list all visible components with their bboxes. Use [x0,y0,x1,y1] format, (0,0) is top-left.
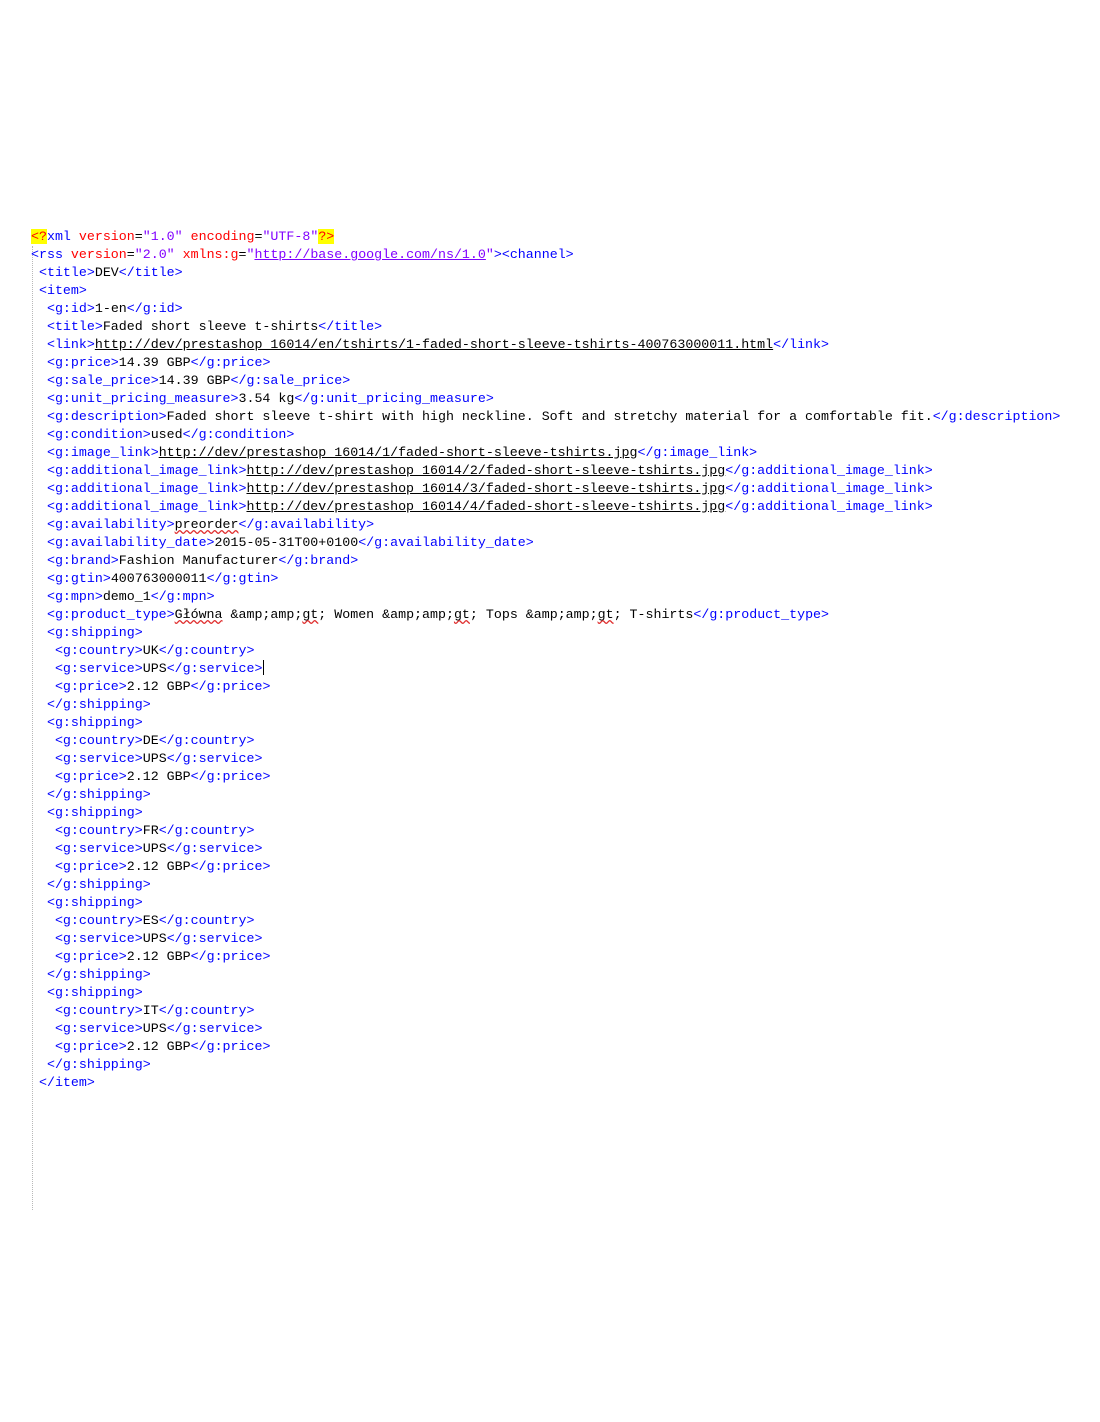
code-line[interactable] [31,1074,1100,1092]
code-line[interactable] [31,624,1100,642]
code-line[interactable] [31,876,1100,894]
code-token: </item> [38,1075,95,1090]
code-token: </g:price> [190,355,271,370]
code-line[interactable] [31,1056,1100,1074]
code-token: <g:country> [54,733,143,748]
line-indent [31,859,55,874]
code-token: </g:country> [158,643,255,658]
code-token [175,247,183,262]
code-token: <g:service> [54,931,143,946]
code-token: <g:additional_image_link> [46,481,247,496]
code-token: <g:sale_price> [46,373,159,388]
line-indent [31,841,55,856]
code-line[interactable] [31,822,1100,840]
code-token: </g:price> [190,679,271,694]
code-token: <g:product_type> [46,607,175,622]
line-indent [31,931,55,946]
line-indent [31,607,47,622]
code-line[interactable] [31,966,1100,984]
line-indent [31,355,47,370]
code-token: <title> [38,265,95,280]
code-token: 2.12 GBP [126,949,191,964]
code-line[interactable] [31,1002,1100,1020]
line-indent [31,553,47,568]
code-token: UPS [142,841,167,856]
code-line[interactable] [31,426,1100,444]
code-token: <item> [38,283,87,298]
code-token: <g:shipping> [46,805,143,820]
code-token: " [246,247,255,262]
code-token: </g:sale_price> [230,373,351,388]
line-indent [31,1021,55,1036]
code-line[interactable] [31,894,1100,912]
code-token: 14.39 GBP [158,373,231,388]
code-token: </link> [773,337,829,352]
code-token: <g:id> [46,301,95,316]
code-token: Główna [174,607,223,622]
code-token: 14.39 GBP [118,355,191,370]
code-token: xml [46,229,79,244]
code-token: used [150,427,183,442]
code-token: ; Women &amp;amp; [318,607,454,622]
code-token: </g:availability_date> [358,535,534,550]
code-area[interactable] [31,228,1100,1092]
code-token: </g:brand> [278,553,359,568]
code-token: </g:country> [158,823,255,838]
code-token: <rss [31,247,71,262]
code-token: version [78,229,135,244]
code-token: <g:brand> [46,553,119,568]
code-token: UPS [142,661,167,676]
code-token: </g:service> [166,931,263,946]
code-token: </g:shipping> [46,1057,151,1072]
line-indent [31,895,47,910]
code-token: </g:shipping> [46,877,151,892]
code-line[interactable] [31,858,1100,876]
code-token: </g:additional_image_link> [725,499,933,514]
line-indent [31,715,47,730]
line-indent [31,787,47,802]
line-indent [31,481,47,496]
code-token: ><channel> [493,247,574,262]
code-token: = [126,247,135,262]
code-token: <g:service> [54,751,143,766]
code-line[interactable] [31,642,1100,660]
code-line[interactable] [31,948,1100,966]
code-line[interactable] [31,678,1100,696]
line-indent [31,967,47,982]
code-token: <g:unit_pricing_measure> [46,391,239,406]
code-token: 3.54 kg [238,391,295,406]
code-token: FR [142,823,159,838]
line-indent [31,1039,55,1054]
code-line[interactable] [31,318,1100,336]
line-indent [31,337,47,352]
code-token: </g:shipping> [46,967,151,982]
code-token: http://dev/prestashop_16014/2/faded-short-sleeve-tshirts.jpg [246,463,726,478]
code-token: http://base.google.com/ns/1.0 [254,247,486,262]
code-line[interactable] [31,282,1100,300]
code-token [183,229,191,244]
code-token: Faded short sleeve t-shirt with high neckline. Soft and stretchy material for a comfortable fit. [166,409,933,424]
line-indent [31,301,47,316]
code-token: <g:price> [54,679,127,694]
code-token: <g:country> [54,1003,143,1018]
code-token: <g:condition> [46,427,151,442]
code-token: DEV [94,265,119,280]
line-indent [31,427,47,442]
code-token: </g:additional_image_link> [725,481,933,496]
code-line[interactable] [31,552,1100,570]
code-token: "2.0" [134,247,175,262]
code-token: <g:shipping> [46,985,143,1000]
code-token: ?> [318,229,335,244]
code-token: "1.0" [142,229,183,244]
code-token: </g:id> [126,301,183,316]
code-token: xmlns:g [182,247,239,262]
code-token: <g:shipping> [46,895,143,910]
code-token: 400763000011 [110,571,207,586]
code-token: </g:gtin> [206,571,279,586]
code-token: UK [142,643,159,658]
line-indent [31,643,55,658]
code-line[interactable] [31,588,1100,606]
code-line[interactable] [31,336,1100,354]
code-line[interactable] [31,750,1100,768]
line-indent [31,625,47,640]
line-indent [31,949,55,964]
code-line[interactable] [31,714,1100,732]
code-line[interactable] [31,462,1100,480]
line-indent [31,805,47,820]
code-line[interactable] [31,264,1100,282]
code-token: <g:shipping> [46,715,143,730]
code-line[interactable] [31,786,1100,804]
line-indent [31,679,55,694]
code-token: </g:product_type> [693,607,830,622]
code-token: preorder [174,517,239,532]
code-token: </g:condition> [182,427,295,442]
code-token: <g:service> [54,661,143,676]
line-indent [31,409,47,424]
code-token: IT [142,1003,159,1018]
code-line[interactable] [31,570,1100,588]
code-token: http://dev/prestashop_16014/1/faded-short-sleeve-tshirts.jpg [158,445,638,460]
line-indent [31,661,55,676]
code-token: &amp;amp; [222,607,303,622]
code-token: demo_1 [102,589,151,604]
line-indent [31,283,39,298]
line-indent [31,445,47,460]
line-indent [31,391,47,406]
code-line[interactable] [31,480,1100,498]
code-line[interactable] [31,984,1100,1002]
code-line[interactable] [31,696,1100,714]
line-indent [31,535,47,550]
code-token: ES [142,913,159,928]
code-token: </g:price> [190,859,271,874]
code-line[interactable] [31,1020,1100,1038]
code-token: </g:unit_pricing_measure> [294,391,494,406]
code-token: DE [142,733,159,748]
code-token: <g:gtin> [46,571,111,586]
code-token: <g:availability_date> [46,535,215,550]
text-cursor [263,660,264,675]
code-token: <g:price> [54,859,127,874]
code-line[interactable] [31,840,1100,858]
code-line[interactable] [31,408,1100,426]
code-token: ; Tops &amp;amp; [469,607,598,622]
line-indent [31,697,47,712]
code-token: <link> [46,337,95,352]
code-token: Faded short sleeve t-shirts [102,319,319,334]
code-token: UPS [142,931,167,946]
code-line[interactable] [31,372,1100,390]
code-token: </g:mpn> [150,589,215,604]
line-indent [31,463,47,478]
code-token: <g:country> [54,643,143,658]
code-line[interactable] [31,516,1100,534]
code-line[interactable] [31,246,1100,264]
code-token: <g:price> [54,1039,127,1054]
line-indent [31,877,47,892]
code-line[interactable] [31,390,1100,408]
code-token: <g:price> [46,355,119,370]
code-token: 2.12 GBP [126,679,191,694]
code-token: <title> [46,319,103,334]
code-token: </g:shipping> [46,697,151,712]
code-token: <g:service> [54,1021,143,1036]
code-token: UPS [142,751,167,766]
code-token: Fashion Manufacturer [118,553,279,568]
code-token: </g:price> [190,1039,271,1054]
code-token: <g:country> [54,913,143,928]
code-token: </g:country> [158,913,255,928]
code-token: </g:service> [166,1021,263,1036]
line-indent [31,1075,39,1090]
code-token: </g:price> [190,949,271,964]
line-indent [31,1057,47,1072]
code-line[interactable] [31,354,1100,372]
code-token: </g:description> [932,409,1061,424]
code-token: <g:additional_image_link> [46,463,247,478]
code-token: http://dev/prestashop_16014/3/faded-short-sleeve-tshirts.jpg [246,481,726,496]
line-indent [31,589,47,604]
code-token: </g:price> [190,769,271,784]
code-token: </g:country> [158,733,255,748]
code-token: </title> [318,319,383,334]
code-token: gt [597,607,614,622]
code-token: </g:shipping> [46,787,151,802]
code-line[interactable] [31,498,1100,516]
line-indent [31,823,55,838]
line-indent [31,373,47,388]
code-token: = [134,229,143,244]
code-token: 2015-05-31T00+0100 [214,535,359,550]
code-line[interactable] [31,732,1100,750]
code-token: 2.12 GBP [126,1039,191,1054]
code-token: <g:additional_image_link> [46,499,247,514]
line-indent [31,1003,55,1018]
code-token: 2.12 GBP [126,769,191,784]
code-token: </g:service> [166,841,263,856]
code-token: </g:country> [158,1003,255,1018]
code-token: </g:availability> [238,517,375,532]
code-token: http://dev/prestashop_16014/en/tshirts/1-faded-short-sleeve-tshirts-400763000011.html [94,337,774,352]
code-token: <g:availability> [46,517,175,532]
code-token: <g:service> [54,841,143,856]
code-token: </g:image_link> [637,445,758,460]
code-token: ; T-shirts [613,607,694,622]
code-token: version [70,247,127,262]
code-token: </g:additional_image_link> [725,463,933,478]
line-indent [31,571,47,586]
code-line[interactable] [31,300,1100,318]
code-line[interactable] [31,606,1100,624]
code-token: 1-en [94,301,127,316]
code-token: <g:shipping> [46,625,143,640]
code-token: "UTF-8" [262,229,319,244]
code-line[interactable] [31,912,1100,930]
code-line[interactable] [31,228,1100,246]
line-indent [31,319,47,334]
line-indent [31,913,55,928]
code-line[interactable] [31,660,1100,678]
code-line[interactable] [31,534,1100,552]
code-token: UPS [142,1021,167,1036]
code-token: gt [453,607,470,622]
code-token: encoding [190,229,255,244]
code-token: " [485,247,494,262]
line-indent [31,733,55,748]
code-token: <? [31,229,47,244]
line-indent [31,265,39,280]
line-indent [31,517,47,532]
code-token: </g:service> [166,751,263,766]
code-token: <g:image_link> [46,445,159,460]
code-line[interactable] [31,804,1100,822]
code-token: </title> [118,265,183,280]
code-token: http://dev/prestashop_16014/4/faded-short-sleeve-tshirts.jpg [246,499,726,514]
code-token: 2.12 GBP [126,859,191,874]
line-indent [31,499,47,514]
code-token: <g:price> [54,769,127,784]
code-token: <g:description> [46,409,167,424]
code-line[interactable] [31,768,1100,786]
code-line[interactable] [31,444,1100,462]
code-token: = [254,229,263,244]
code-token: <g:country> [54,823,143,838]
code-line[interactable] [31,1038,1100,1056]
code-token: gt [302,607,319,622]
code-token: = [238,247,247,262]
code-token: <g:price> [54,949,127,964]
line-indent [31,769,55,784]
line-indent [31,985,47,1000]
line-indent [31,751,55,766]
code-token: </g:service> [166,661,263,676]
code-line[interactable] [31,930,1100,948]
code-token: <g:mpn> [46,589,103,604]
